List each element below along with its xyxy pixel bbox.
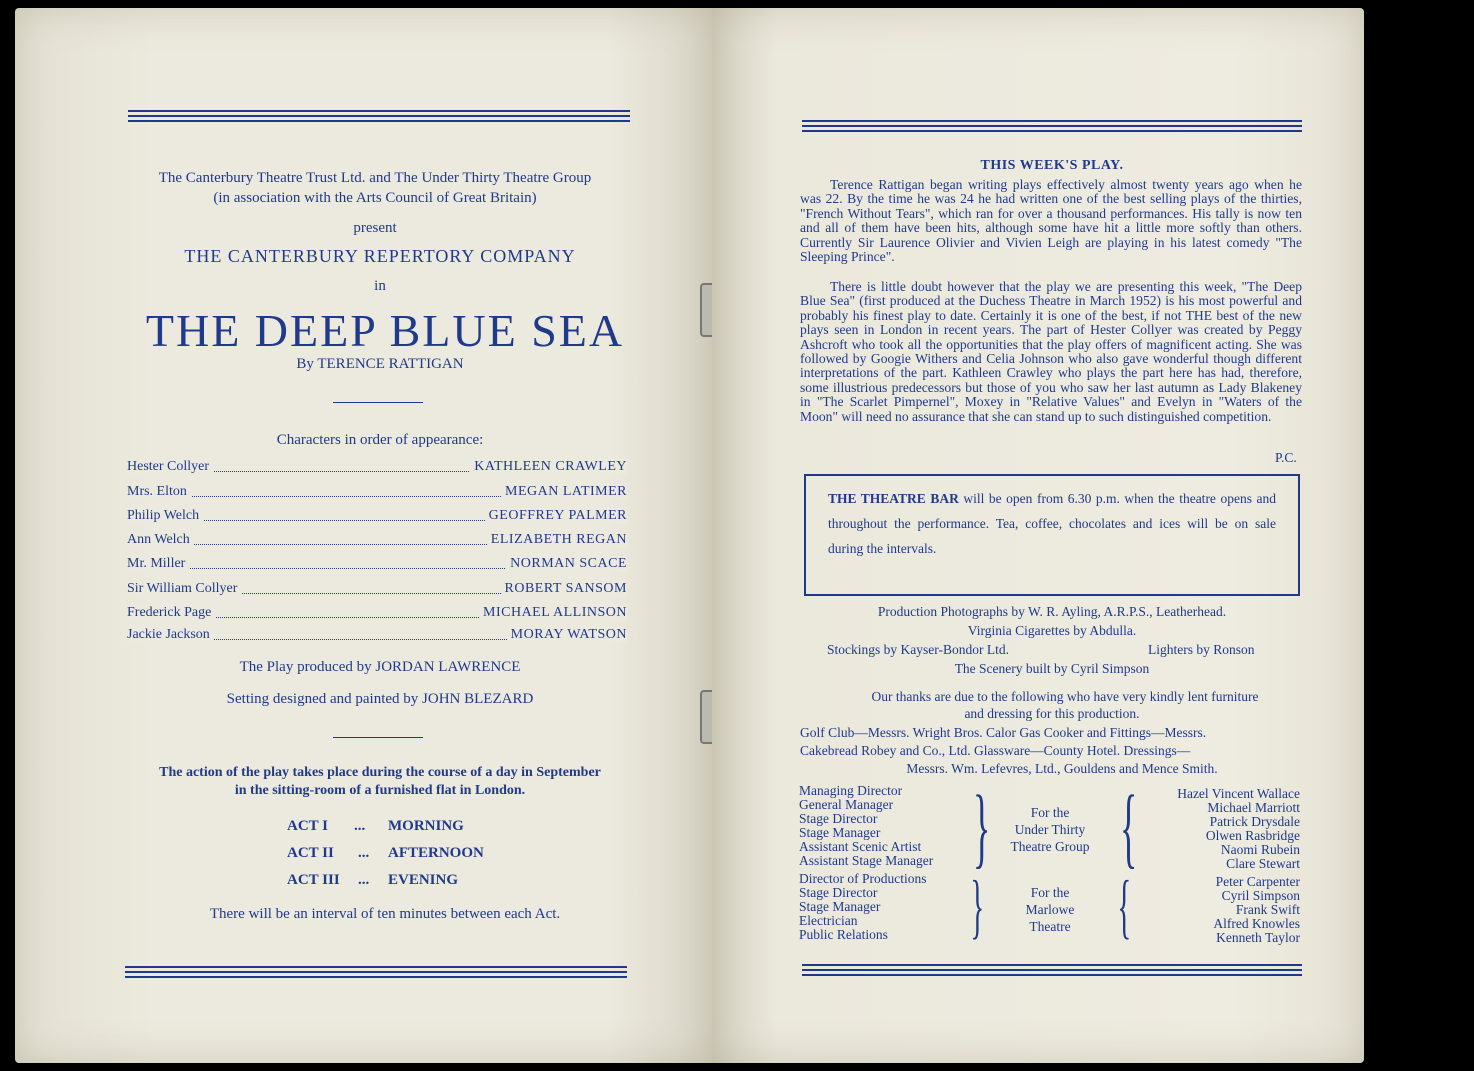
staff-title: Managing Director <box>799 783 903 798</box>
article-paragraph-1: Terence Rattigan began writing plays effectively almost twenty years ago when he was 22. By the time he was 24 he had written one of the best selling plays of the thirties, "French Without Tears", which ran for over a thousand performances. His tally is now ten and all of them have been hits, although some have hit a little more softly than others. Currently Sir Laurence Olivier and Vivien Leigh are playing in his latest comedy "The Sleeping Prince". <box>800 177 1302 265</box>
right-brace: } <box>970 866 985 946</box>
cast-row <box>127 484 627 506</box>
company-name: THE CANTERBURY REPERTORY COMPANY <box>184 246 576 266</box>
lenders-line-2: Cakebread Robey and Co., Ltd. Glassware—County Hotel. Dressings— <box>800 743 1191 758</box>
staff-titles-under-thirty <box>799 784 933 868</box>
staff-name: Kenneth Taylor <box>1216 930 1300 945</box>
staff-titles-marlowe <box>799 872 926 942</box>
theatre-bar-title: THE THEATRE BAR <box>828 491 959 506</box>
presenters-line-1: The Canterbury Theatre Trust Ltd. and The Under Thirty Theatre Group <box>158 170 592 186</box>
group-label-line: Theatre <box>1029 919 1071 934</box>
bottom-triple-rule <box>802 964 1302 976</box>
credit-cigarettes: Virginia Cigarettes by Abdulla. <box>967 623 1137 638</box>
cast-row <box>127 627 627 649</box>
act-3-sep: ... <box>358 872 370 888</box>
staff-title: Stage Manager <box>799 825 881 840</box>
cast-row <box>127 532 627 554</box>
group-label-marlowe <box>990 884 1110 935</box>
credit-stockings: Stockings by Kayser-Bondor Ltd. <box>827 642 1009 657</box>
staff-name: Frank Swift <box>1235 902 1300 917</box>
divider <box>333 402 423 403</box>
presenters-line-2: (in association with the Arts Council of Great Britain) <box>213 190 537 206</box>
article-paragraph-2: There is little doubt however that the play we are presenting this week, "The Deep Blue Sea" (first produced at the Duchess Theatre in March 1952) is his most powerful and probably his finest play to date. Certainly it is one of the best, if not THE best of the new plays seen in London in recent years. The part of Hester Collyer was created by Peggy Ashcroft who took all the opportunities that the play offers of magnificent acting. She was followed by Googie Withers and Celia Johnson who also gave wonderful though different interpretations of the part. Kathleen Crawley who plays the part here has had, therefore, some illustrious predecessors but those of you who saw her last autumn as Lady Blakeney in "The Scarlet Pimpernel", Moxey in "Relative Values" and Evelyn in "Waters of the Moon" will need no assurance that she can stand up to such distinguished competition. <box>800 279 1302 424</box>
act-1-label: ACT I <box>287 818 328 834</box>
group-label-under-thirty <box>990 804 1110 855</box>
actor-name: NORMAN SCACE <box>506 556 627 572</box>
act-3-time: EVENING <box>388 872 459 888</box>
staff-name: Cyril Simpson <box>1221 888 1300 903</box>
staff-title: Director of Productions <box>799 871 927 886</box>
right-programme-page <box>712 8 1364 1063</box>
staff-title: Assistant Scenic Artist <box>799 839 922 854</box>
act-2-time: AFTERNOON <box>388 845 484 861</box>
staff-name: Olwen Rasbridge <box>1205 828 1300 843</box>
cast-row <box>127 508 627 530</box>
staff-title: Stage Manager <box>799 899 881 914</box>
theatre-bar-text: will be open from 6.30 p.m. when the theatre opens and throughout the performance. Tea, coffee, chocolates and ices will be on sale during the intervals. <box>828 491 1276 556</box>
staff-name: Patrick Drysdale <box>1209 814 1300 829</box>
staff-name: Alfred Knowles <box>1213 916 1300 931</box>
actor-name: ROBERT SANSOM <box>501 581 628 597</box>
staff-name: Clare Stewart <box>1226 856 1300 871</box>
actor-name: MICHAEL ALLINSON <box>479 605 627 621</box>
act-1-sep: ... <box>354 818 366 834</box>
actor-name: ELIZABETH REGAN <box>487 532 627 548</box>
group-label-line: Marlowe <box>1025 902 1075 917</box>
credit-scenery: The Scenery built by Cyril Simpson <box>954 661 1150 676</box>
this-weeks-play-heading: THIS WEEK'S PLAY. <box>980 158 1124 173</box>
staff-title: Assistant Stage Manager <box>799 853 934 868</box>
act-1-time: MORNING <box>388 818 464 834</box>
group-label-line: For the <box>1030 805 1070 820</box>
character-name: Ann Welch <box>127 532 194 548</box>
left-brace: { <box>1117 866 1132 946</box>
in-text: in <box>374 278 386 294</box>
cast-row <box>127 581 627 603</box>
group-label-line: Theatre Group <box>1010 839 1090 854</box>
right-brace: } <box>972 778 991 877</box>
play-title: THE DEEP BLUE SEA <box>145 305 625 356</box>
credit-lighters: Lighters by Ronson <box>1148 642 1255 657</box>
left-brace: { <box>1119 778 1138 877</box>
group-label-line: Under Thirty <box>1014 822 1086 837</box>
staff-title: Stage Director <box>799 885 878 900</box>
lenders-line-3: Messrs. Wm. Lefevres, Ltd., Gouldens and Mence Smith. <box>906 761 1218 776</box>
character-name: Hester Collyer <box>127 459 213 475</box>
top-triple-rule <box>128 110 630 122</box>
theatre-bar-notice <box>804 474 1300 596</box>
divider <box>333 737 423 738</box>
lenders-line-1: Golf Club—Messrs. Wright Bros. Calor Gas Cooker and Fittings—Messrs. <box>800 725 1207 740</box>
bottom-triple-rule <box>125 966 627 978</box>
actor-name: MORAY WATSON <box>507 627 627 643</box>
cast-row <box>127 556 627 578</box>
thanks-line-1: Our thanks are due to the following who have very kindly lent furniture <box>871 689 1259 704</box>
staff-title: Stage Director <box>799 811 878 826</box>
staff-title: General Manager <box>799 797 894 812</box>
left-programme-page <box>15 8 712 1063</box>
cast-row <box>127 459 627 481</box>
credit-photographs: Production Photographs by W. R. Ayling, A.R.P.S., Leatherhead. <box>877 604 1227 619</box>
produced-by: The Play produced by JORDAN LAWRENCE <box>239 659 521 675</box>
cast-row <box>127 605 627 627</box>
act-3-label: ACT III <box>287 872 340 888</box>
character-name: Jackie Jackson <box>127 627 214 643</box>
character-name: Sir William Collyer <box>127 581 241 597</box>
character-name: Mrs. Elton <box>127 484 191 500</box>
staff-name: Hazel Vincent Wallace <box>1177 786 1300 801</box>
staff-name: Michael Marriott <box>1207 800 1300 815</box>
setting-by: Setting designed and painted by JOHN BLEZARD <box>226 691 534 707</box>
staff-name: Peter Carpenter <box>1215 874 1300 889</box>
character-name: Philip Welch <box>127 508 203 524</box>
staff-names-under-thirty <box>1132 787 1300 871</box>
act-2-sep: ... <box>358 845 370 861</box>
actor-name: KATHLEEN CRAWLEY <box>470 459 627 475</box>
author-line: By TERENCE RATTIGAN <box>296 356 464 372</box>
group-label-line: For the <box>1030 885 1070 900</box>
character-name: Frederick Page <box>127 605 215 621</box>
characters-heading: Characters in order of appearance: <box>276 432 484 448</box>
actor-name: GEOFFREY PALMER <box>485 508 627 524</box>
setting-line-1: The action of the play takes place during the course of a day in September <box>159 765 601 780</box>
act-2-label: ACT II <box>287 845 334 861</box>
article-initials: P.C. <box>1275 450 1297 465</box>
character-name: Mr. Miller <box>127 556 189 572</box>
thanks-line-2: and dressing for this production. <box>964 706 1140 721</box>
interval-note: There will be an interval of ten minutes between each Act. <box>209 906 561 922</box>
present-text: present <box>353 220 397 236</box>
staff-names-marlowe <box>1132 875 1300 945</box>
top-triple-rule <box>802 120 1302 132</box>
setting-line-2: in the sitting-room of a furnished flat in London. <box>234 783 526 798</box>
staff-name: Naomi Rubein <box>1220 842 1300 857</box>
staff-title: Electrician <box>799 913 858 928</box>
actor-name: MEGAN LATIMER <box>501 484 627 500</box>
staff-title: Public Relations <box>799 927 888 942</box>
